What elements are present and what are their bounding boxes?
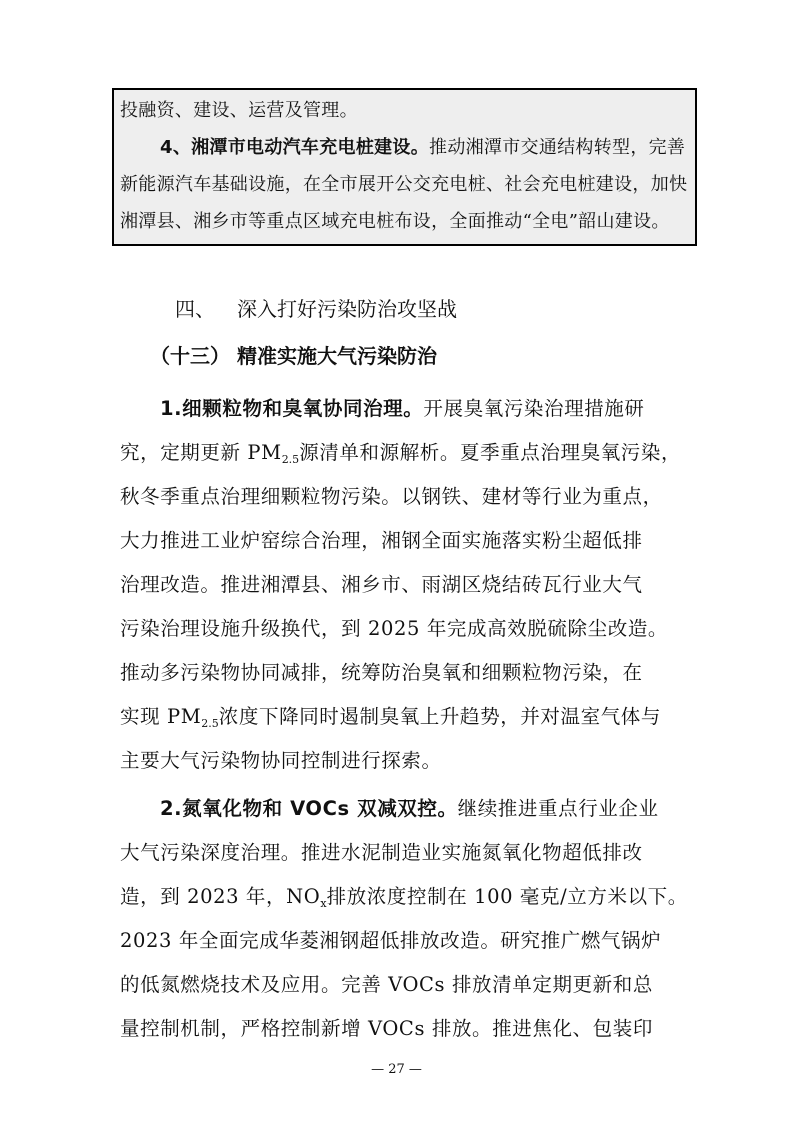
- page-number: — 27 —: [371, 1062, 422, 1077]
- para1-line-5: 治理改造。推进湘潭县、湘乡市、雨湖区烧结砖瓦行业大气: [120, 573, 643, 596]
- para1-title: 1.细颗粒物和臭氧协同治理。: [160, 397, 424, 420]
- para2-line-3-b: 排放浓度控制在 100 毫克/立方米以下。: [326, 885, 688, 908]
- para1-line-1: [160, 396, 645, 422]
- para1-line-2: [120, 440, 681, 473]
- para1-line-8-b: 浓度下降同时遏制臭氧上升趋势，并对温室气体与: [218, 705, 661, 728]
- box-item-4-line-2: 新能源汽车基础设施，在全市展开公交充电桩、社会充电桩建设，加快: [120, 174, 688, 195]
- para1-line-3: 秋冬季重点治理细颗粒物污染。以钢铁、建材等行业为重点，: [120, 485, 663, 508]
- box-item-4-label: 4、湘潭市电动汽车充电桩建设。: [160, 137, 430, 158]
- para2-line-5: 的低氮燃烧技术及应用。完善 VOCs 排放清单定期更新和总: [120, 973, 653, 996]
- pm25-subscript: 2.5: [201, 717, 219, 730]
- section-title: 深入打好污染防治攻坚战: [237, 297, 457, 321]
- para1-line-9: 主要大气污染物协同控制进行探索。: [120, 749, 442, 772]
- para2-line-3-a: 造，到 2023 年，NO: [120, 885, 321, 908]
- pm25-subscript: 2.5: [281, 453, 300, 466]
- box-item-4-line-3: 湘潭县、湘乡市等重点区域充电桩布设，全面推动“全电”韶山建设。: [120, 211, 670, 232]
- subsection-heading: （十三） 精准实施大气污染防治: [150, 344, 437, 368]
- box-item-4-line-1: [160, 137, 685, 159]
- para1-line-7: 推动多污染物协同减排，统筹防治臭氧和细颗粒物污染，在: [120, 661, 643, 684]
- box-item-4-text: 推动湘潭市交通结构转型，完善: [429, 137, 686, 158]
- para2-line-3: [120, 884, 688, 917]
- para1-line-8: [120, 704, 661, 737]
- para2-title: 2.氮氧化物和 VOCs 双减双控。: [160, 797, 458, 820]
- para2-line-1-text: 继续推进重点行业企业: [457, 797, 659, 820]
- para1-line-8-a: 实现 PM: [120, 705, 202, 728]
- box-line-1: 投融资、建设、运营及管理。: [120, 100, 358, 121]
- para2-line-6: 量控制机制，严格控制新增 VOCs 排放。推进焦化、包装印: [120, 1017, 653, 1040]
- section-number: 四、: [175, 297, 215, 321]
- para2-line-2: 大气污染深度治理。推进水泥制造业实施氮氧化物超低排改: [120, 841, 643, 864]
- para1-line-4: 大力推进工业炉窑综合治理，湘钢全面实施落实粉尘超低排: [120, 529, 643, 552]
- para1-line-1-text: 开展臭氧污染治理措施研: [423, 397, 645, 420]
- para1-line-2-b: 源清单和源解析。夏季重点治理臭氧污染，: [299, 441, 682, 464]
- para1-line-6: 污染治理设施升级换代，到 2025 年完成高效脱硫除尘改造。: [120, 617, 669, 640]
- para2-line-4: 2023 年全面完成华菱湘钢超低排放改造。研究推广燃气锅炉: [120, 929, 662, 952]
- para2-line-1: [160, 796, 659, 822]
- section-heading: [175, 296, 457, 322]
- nox-subscript: x: [320, 897, 327, 910]
- boxed-section: [112, 88, 697, 246]
- para1-line-2-a: 究，定期更新 PM: [120, 441, 282, 464]
